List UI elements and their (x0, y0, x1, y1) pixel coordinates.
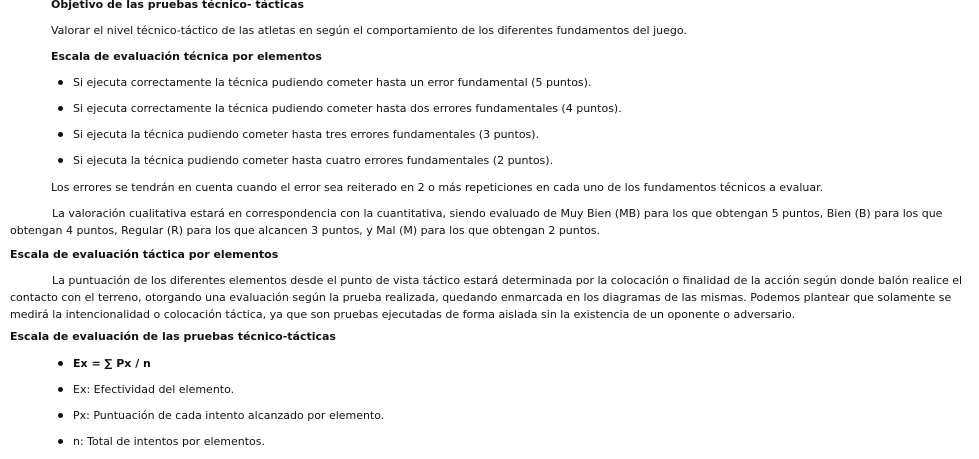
scale-heading: Escala de evaluación de las pruebas técnico-tácticas (10, 330, 336, 343)
list-item: n: Total de intentos por elementos. (55, 433, 384, 459)
technical-heading: Escala de evaluación técnica por elementos (51, 50, 322, 63)
objective-heading: Objetivo de las pruebas técnico- tácticas (51, 0, 305, 11)
list-item: Si ejecuta la técnica pudiendo cometer hasta tres errores fundamentales (3 puntos). (55, 126, 622, 152)
scale-list (55, 355, 384, 459)
technical-list (55, 74, 622, 178)
list-item: Si ejecuta correctamente la técnica pudiendo cometer hasta dos errores fundamentales (4 puntos). (55, 100, 622, 126)
list-item: Si ejecuta correctamente la técnica pudiendo cometer hasta un error fundamental (5 puntos). (55, 74, 622, 100)
list-item: Ex: Efectividad del elemento. (55, 381, 384, 407)
list-item: Px: Puntuación de cada intento alcanzado por elemento. (55, 407, 384, 433)
list-item: Si ejecuta la técnica pudiendo cometer hasta cuatro errores fundamentales (2 puntos). (55, 152, 622, 178)
tactical-heading: Escala de evaluación táctica por elementos (10, 248, 279, 261)
tactical-text: La puntuación de los diferentes elementos desde el punto de vista táctico estará determinada por la colocación o finalidad de la acción según donde balón realice el contacto con el terreno, otorgando una evaluación según la prueba realizada, quedando enmarcada en los diagramas de las mismas. Podemos plantear que solamente se medirá la intencionalidad o colocación táctica, ya que son pruebas ejecutadas de forma aislada sin la existencia de un oponente o adversario. (10, 274, 963, 321)
qualitative-text: La valoración cualitativa estará en correspondencia con la cuantitativa, siendo evaluado de Muy Bien (MB) para los que obtengan 5 puntos, Bien (B) para los que obtengan 4 puntos, Regular (R) para los que alcancen 3 puntos, y Mal (M) para los que obtengan 2 puntos. (10, 207, 943, 237)
formula-item: Ex = ∑ Px / n (55, 355, 384, 381)
errors-text: Los errores se tendrán en cuenta cuando el error sea reiterado en 2 o más repeticiones en cada uno de los fundamentos técnicos a evaluar. (51, 181, 824, 194)
objective-text: Valorar el nivel técnico-táctico de las atletas en según el comportamiento de los diferentes fundamentos del juego. (51, 24, 687, 37)
